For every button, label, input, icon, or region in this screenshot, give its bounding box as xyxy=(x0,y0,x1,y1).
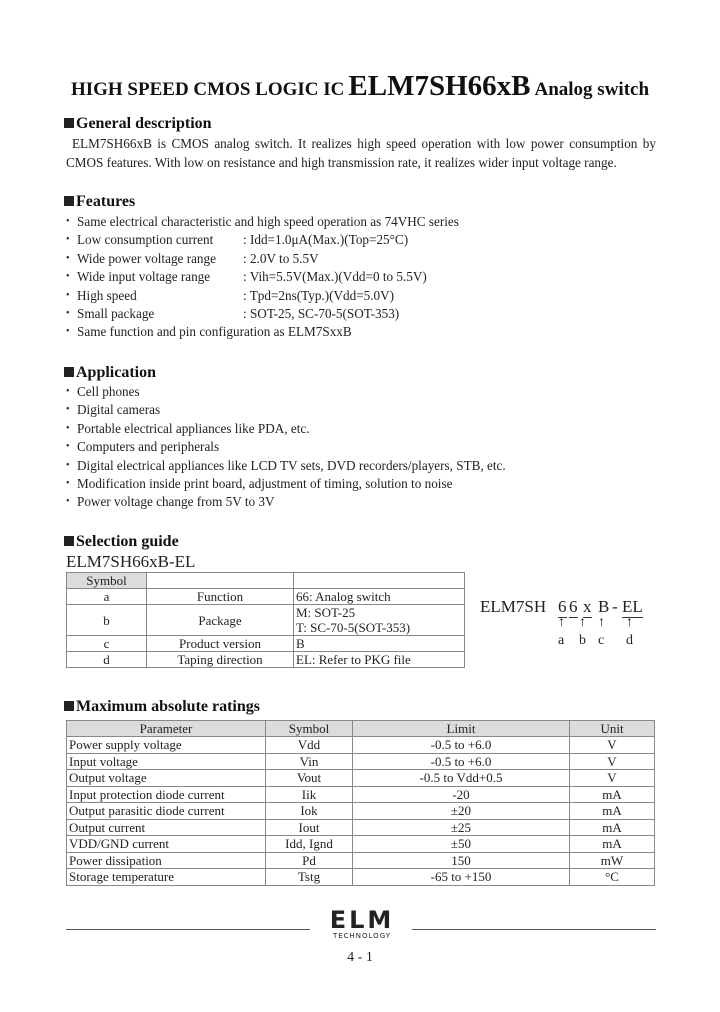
table-row: Input voltage Vin -0.5 to +6.0 V xyxy=(67,753,655,770)
features-heading: Features xyxy=(64,193,135,211)
feature-item: • Wide input voltage range : Vih=5.5V(Max.)(Vdd=0 to 5.5V) xyxy=(66,268,459,286)
feature-item: • Same function and pin configuration as ELM7SxxB xyxy=(66,323,459,341)
section-bullet-icon xyxy=(64,196,74,206)
ratings-header-row: Parameter Symbol Limit Unit xyxy=(67,721,655,737)
arrow-up-icon: ↑ xyxy=(598,615,605,630)
feature-item: • Wide power voltage range : 2.0V to 5.5V xyxy=(66,250,459,268)
general-description-text: ELM7SH66xB is CMOS analog switch. It realizes high speed operation with low power consumption by CMOS features. With low on resistance and high transmission rate, it realizes wider input voltage range. xyxy=(66,136,656,170)
feature-item: • High speed : Tpd=2ns(Typ.)(Vdd=5.0V) xyxy=(66,287,459,305)
section-bullet-icon xyxy=(64,118,74,128)
table-row: Storage temperature Tstg -65 to +150 °C xyxy=(67,869,655,886)
elm-logo xyxy=(320,908,404,941)
table-row: Input protection diode current Iik -20 mA xyxy=(67,786,655,803)
section-bullet-icon xyxy=(64,536,74,546)
selection-header-row xyxy=(67,573,465,589)
table-row: Output current Iout ±25 mA xyxy=(67,819,655,836)
arrow-up-icon: ↑ xyxy=(626,615,633,630)
feature-item: • Low consumption current : Idd=1.0μA(Max.)(Top=25°C) xyxy=(66,231,459,249)
table-row: Output voltage Vout -0.5 to Vdd+0.5 V xyxy=(67,770,655,787)
arrow-up-icon: ↑ xyxy=(558,615,565,630)
logo-mark: ELM xyxy=(329,906,395,934)
table-row: d Taping direction EL: Refer to PKG file xyxy=(67,652,465,668)
pn-digit-a2: 6 xyxy=(569,597,578,616)
pn-digit-a1: 6 xyxy=(558,597,567,616)
pn-digit-c: B xyxy=(598,597,610,616)
feature-item: • Small package : SOT-25, SC-70-5(SOT-353) xyxy=(66,305,459,323)
footer-divider-left xyxy=(66,929,310,930)
title-part-number: ELM7SH66xB xyxy=(348,70,531,102)
title-suffix: Analog switch xyxy=(534,79,650,100)
section-bullet-icon xyxy=(64,701,74,711)
table-row: Power dissipation Pd 150 mW xyxy=(67,852,655,869)
selection-heading: Selection guide xyxy=(64,533,179,551)
pn-dash: - xyxy=(612,597,618,616)
application-list xyxy=(66,383,506,512)
application-heading: Application xyxy=(64,364,156,382)
title-prefix: HIGH SPEED CMOS LOGIC IC xyxy=(70,79,345,100)
selection-part-number: ELM7SH66xB-EL xyxy=(66,552,196,571)
general-heading: General description xyxy=(64,115,212,133)
section-bullet-icon xyxy=(64,367,74,377)
application-item: • Computers and peripherals xyxy=(66,438,506,456)
application-item: • Cell phones xyxy=(66,383,506,401)
logo-subtitle: TECHNOLOGY xyxy=(332,932,392,940)
part-number-diagram xyxy=(480,597,660,617)
table-row: VDD/GND current Idd, Ignd ±50 mA xyxy=(67,836,655,853)
table-row: a Function 66: Analog switch xyxy=(67,589,465,605)
pn-digit-b: x xyxy=(583,597,592,616)
application-item: • Portable electrical appliances like PDA, etc. xyxy=(66,420,506,438)
pn-base: ELM7SH xyxy=(480,597,547,616)
arrow-up-icon: ↑ xyxy=(579,615,586,630)
footer-divider-right xyxy=(412,929,656,930)
table-row: Power supply voltage Vdd -0.5 to +6.0 V xyxy=(67,737,655,754)
application-item: • Digital cameras xyxy=(66,401,506,419)
table-row: b Package M: SOT-25 T: SC-70-5(SOT-353) xyxy=(67,605,465,636)
page-number: 4 - 1 xyxy=(347,950,373,965)
feature-item: • Same electrical characteristic and high speed operation as 74VHC series xyxy=(66,213,459,231)
table-row: Output parasitic diode current Iok ±20 mA xyxy=(67,803,655,820)
selection-table xyxy=(66,572,465,668)
features-list xyxy=(66,213,459,342)
application-item: • Digital electrical appliances like LCD TV sets, DVD recorders/players, STB, etc. xyxy=(66,457,506,475)
pn-digit-d: EL xyxy=(622,597,643,616)
application-item: • Power voltage change from 5V to 3V xyxy=(66,493,506,511)
selection-header-symbol: Symbol xyxy=(67,573,147,589)
ratings-heading: Maximum absolute ratings xyxy=(64,698,260,716)
application-item: • Modification inside print board, adjustment of timing, solution to noise xyxy=(66,475,506,493)
document-title xyxy=(0,70,720,103)
table-row: c Product version B xyxy=(67,636,465,652)
ratings-table xyxy=(66,720,655,886)
